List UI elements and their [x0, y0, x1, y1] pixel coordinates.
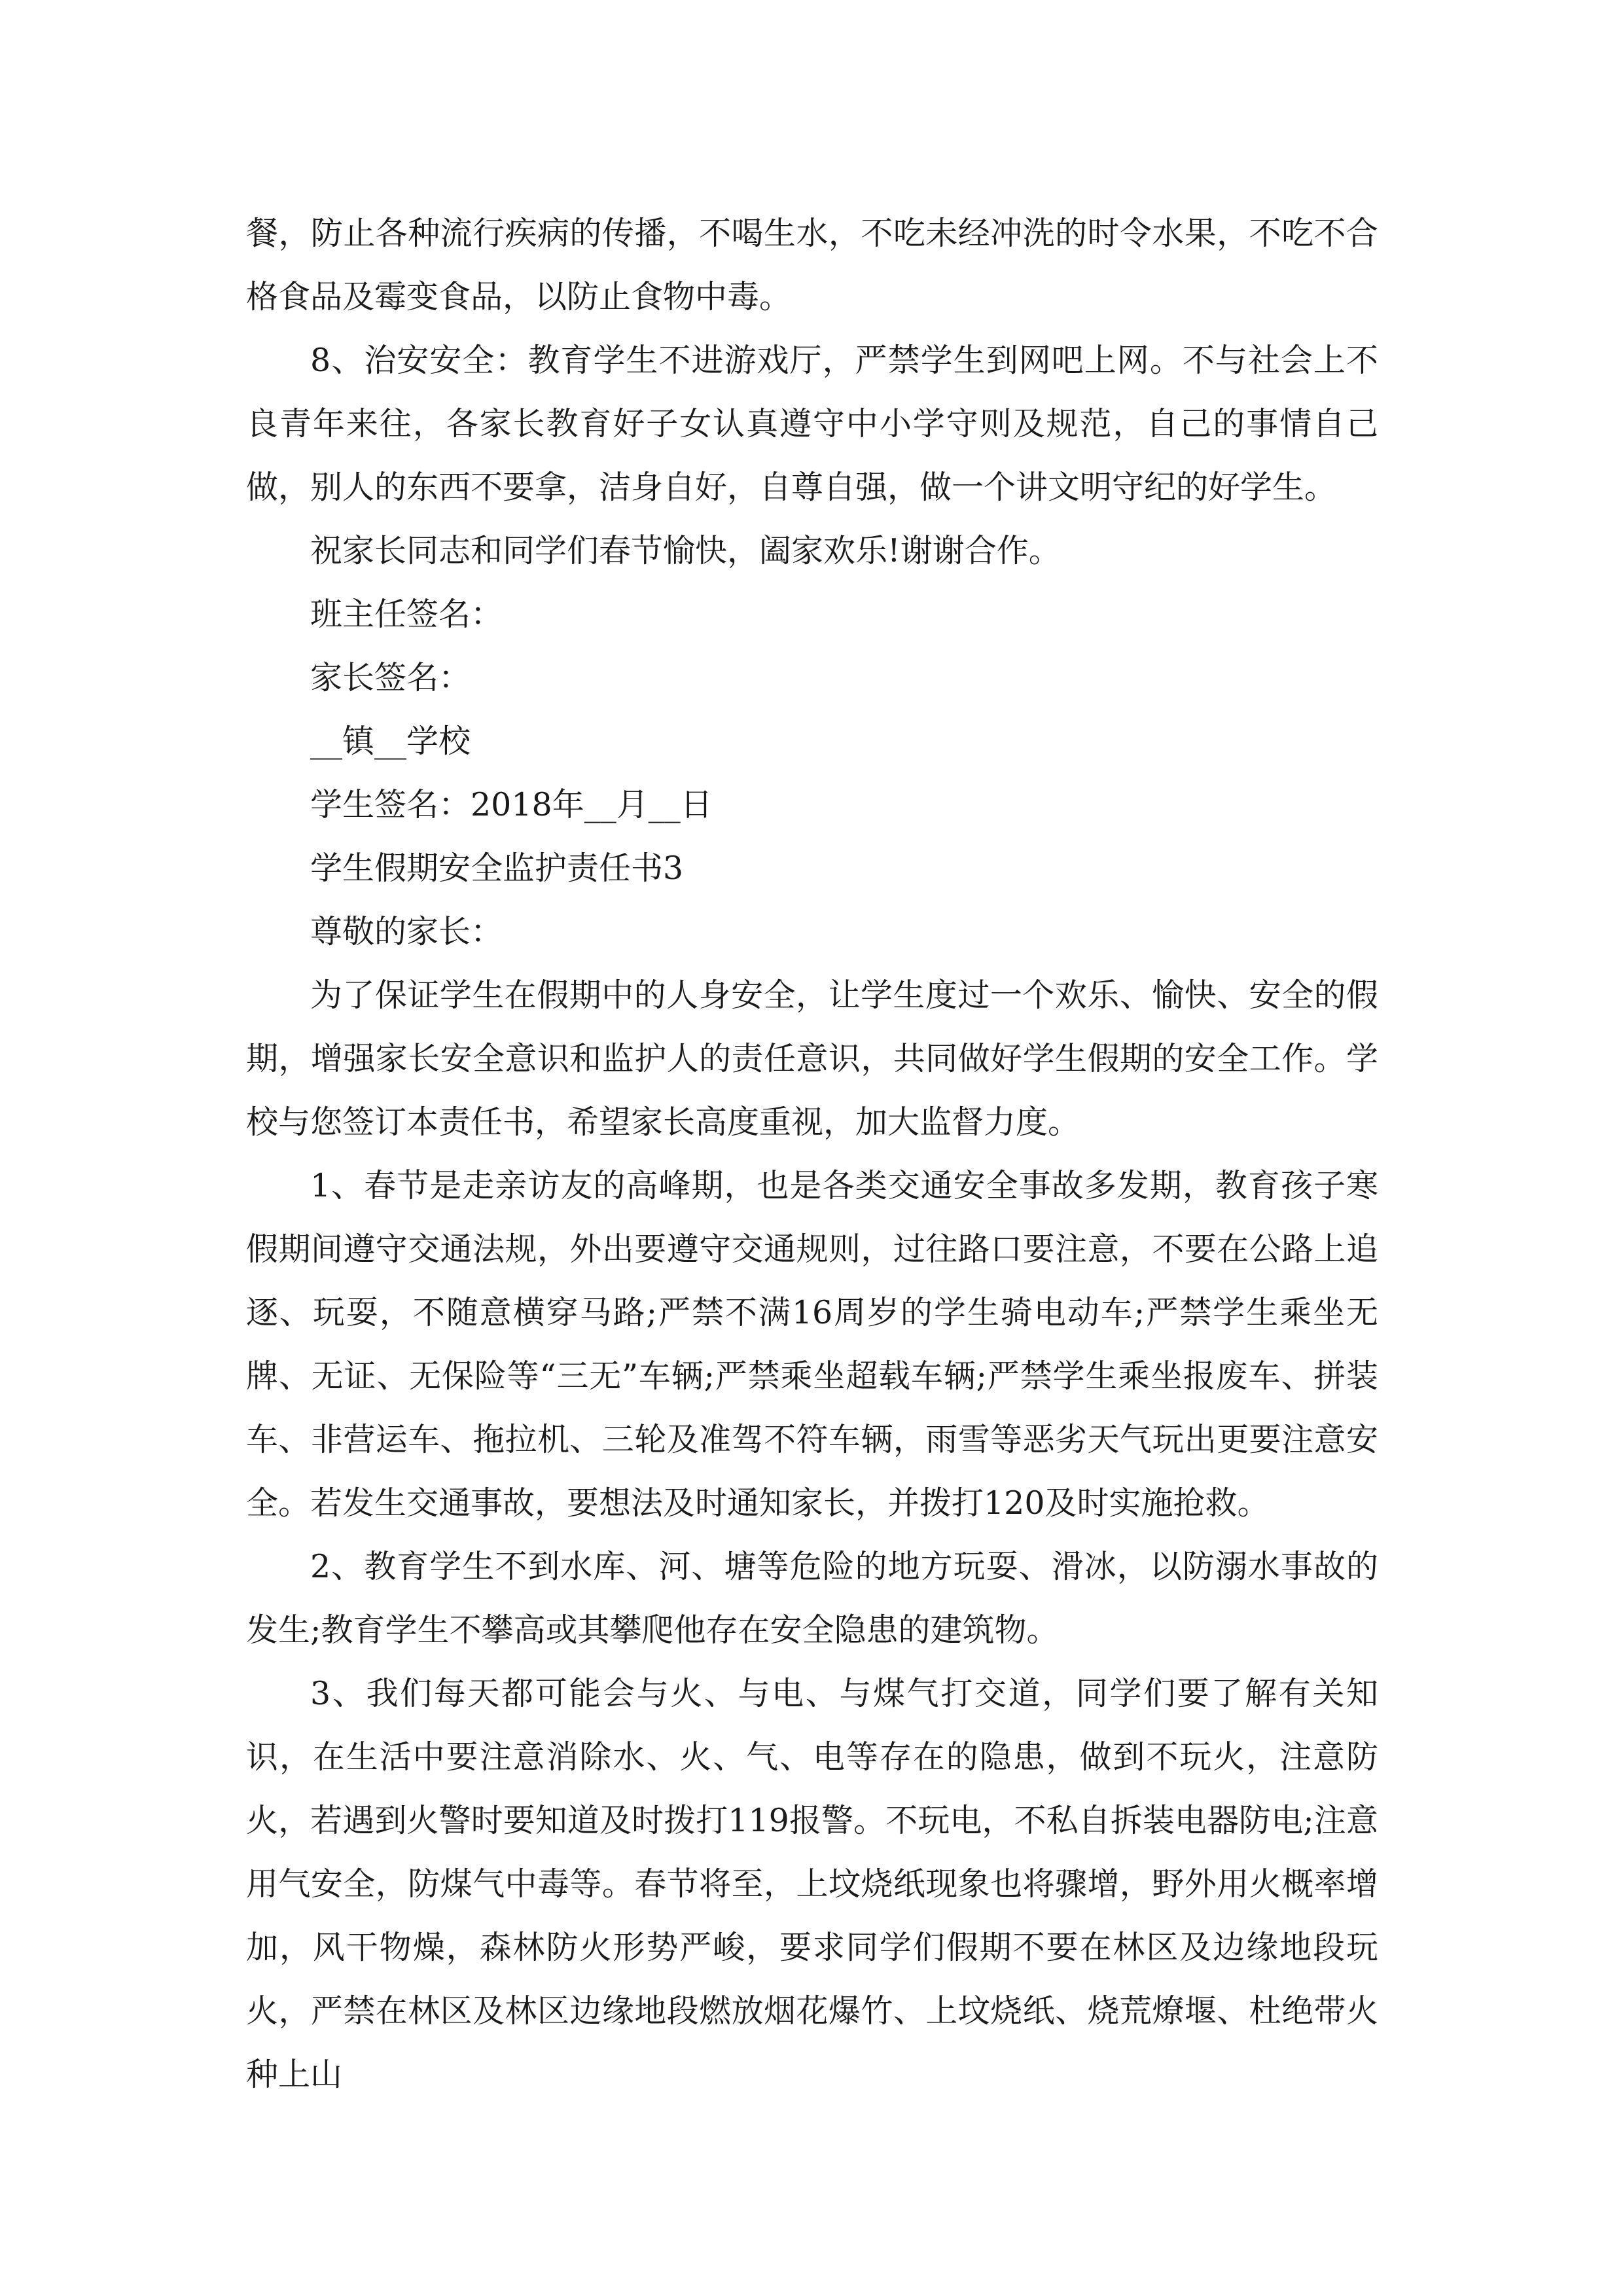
school-name-line: __镇__学校 — [310, 723, 471, 760]
paragraph-introduction: 为了保证学生在假期中的人身安全，让学生度过一个欢乐、愉快、安全的假期，增强家长安全意识和监护人的责任意识，共同做好学生假期的安全工作。学校与您签订本责任书，希望家长高度重视，加大监督力度。 — [246, 977, 1378, 1141]
teacher-signature-line: 班主任签名： — [310, 596, 503, 633]
paragraph-food-safety-continued: 餐，防止各种流行疾病的传播，不喝生水，不吃未经冲洗的时令水果，不吃不合格食品及霉变食品，以防止食物中毒。 — [246, 215, 1378, 315]
salutation: 尊敬的家长： — [310, 913, 503, 950]
paragraph-water-safety: 2、教育学生不到水库、河、塘等危险的地方玩耍、滑冰，以防溺水事故的发生;教育学生不攀高或其攀爬他存在安全隐患的建筑物。 — [246, 1548, 1378, 1649]
paragraph-traffic-safety: 1、春节是走亲访友的高峰期，也是各类交通安全事故多发期，教育孩子寒假期间遵守交通法规，外出要遵守交通规则，过往路口要注意，不要在公路上追逐、玩耍，不随意横穿马路;严禁不满16周岁的学生骑电动车;严禁学生乘坐无牌、无证、无保险等“三无”车辆;严禁乘坐超载车辆;严禁学生乘坐报废车、拼装车、非营运车、拖拉机、三轮及准驾不符车辆，雨雪等恶劣天气玩出更要注意安全。若发生交通事故，要想法及时通知家长，并拨打120及时实施抢救。 — [246, 1167, 1378, 1522]
section-title: 学生假期安全监护责任书3 — [310, 850, 684, 887]
paragraph-fire-electric-safety: 3、我们每天都可能会与火、与电、与煤气打交道，同学们要了解有关知识，在生活中要注意消除水、火、气、电等存在的隐患，做到不玩火，注意防火，若遇到火警时要知道及时拨打119报警。不玩电，不私自拆装电器防电;注意用气安全，防煤气中毒等。春节将至，上坟烧纸现象也将骤增，野外用火概率增加，风干物燥，森林防火形势严峻，要求同学们假期不要在林区及边缘地段玩火，严禁在林区及林区边缘地段燃放烟花爆竹、上坟烧纸、烧荒燎堰、杜绝带火种上山 — [246, 1675, 1378, 2093]
student-signature-date-line: 学生签名：2018年__月__日 — [310, 786, 713, 823]
paragraph-greeting: 祝家长同志和同学们春节愉快，阖家欢乐!谢谢合作。 — [310, 532, 1061, 569]
document-page — [246, 202, 1378, 2106]
paragraph-public-security: 8、治安安全：教育学生不进游戏厅，严禁学生到网吧上网。不与社会上不良青年来往，各家长教育好子女认真遵守中小学守则及规范，自己的事情自己做，别人的东西不要拿，洁身自好，自尊自强，做一个讲文明守纪的好学生。 — [246, 342, 1378, 506]
parent-signature-line: 家长签名： — [310, 659, 471, 696]
